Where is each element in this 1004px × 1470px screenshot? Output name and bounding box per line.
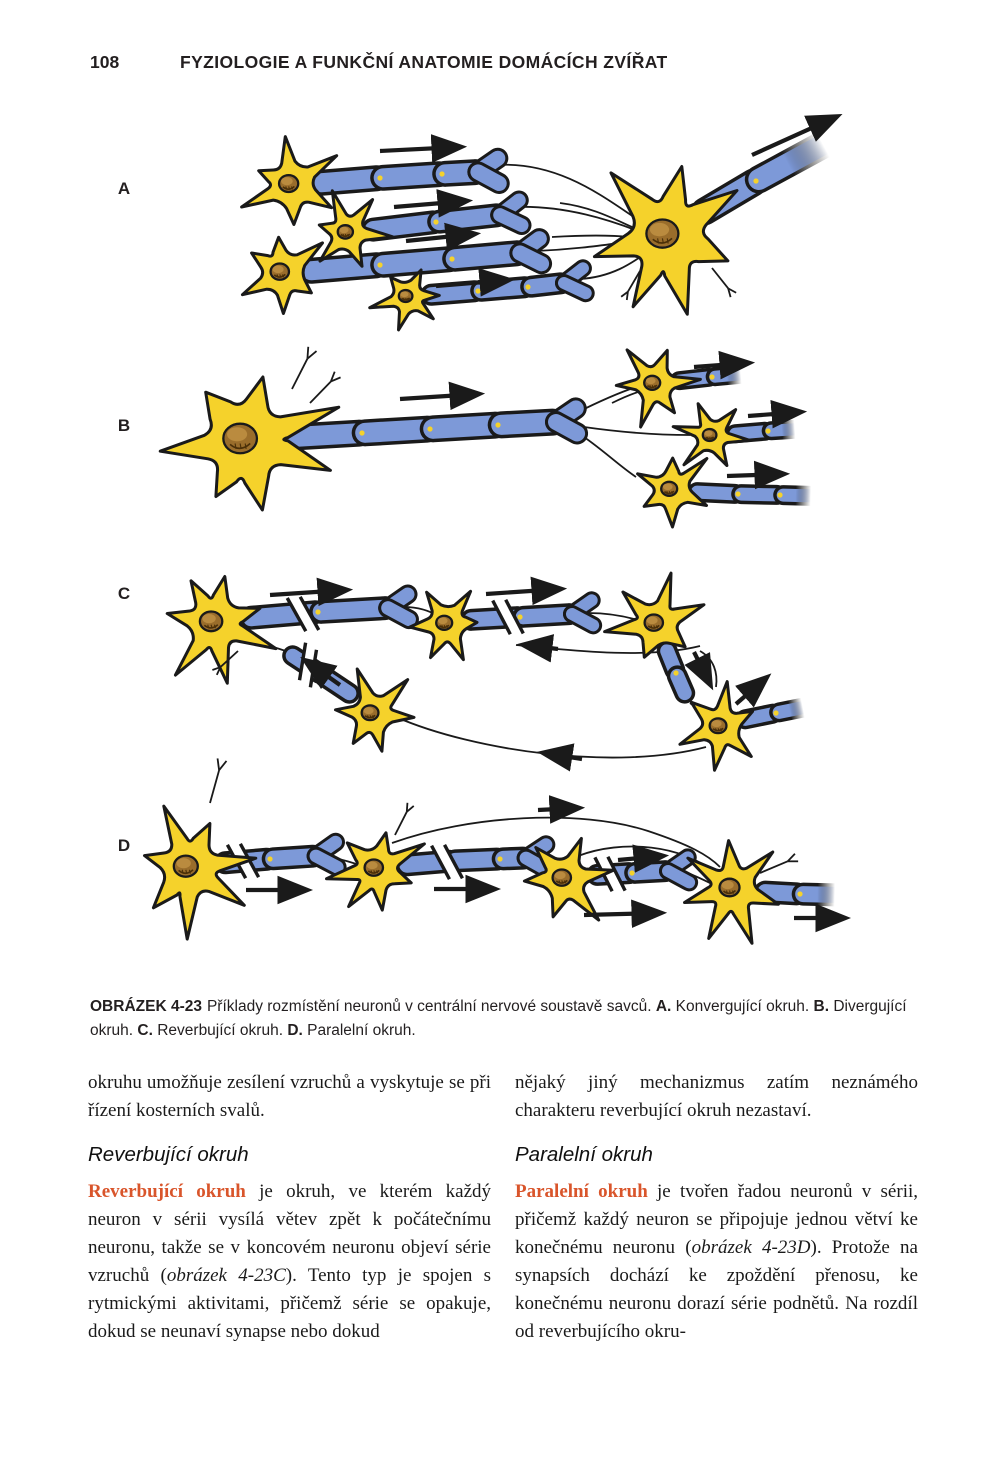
right-body-post: ). Protože na synapsích dochází ke zpoždění přenosu, ke konečnému neuronu dorazí série podnětů. Na rozdíl od reverbujícího okru- <box>515 1237 918 1343</box>
panel-label-b: B <box>117 416 131 435</box>
figure-4-23 <box>0 103 1004 983</box>
right-body-italic: obrázek 4-23D <box>691 1237 811 1259</box>
caption-label: OBRÁZEK 4-23 <box>90 998 202 1015</box>
left-section-heading: Reverbující okruh <box>88 1143 249 1167</box>
right-lead-term: Paralelní okruh <box>515 1181 648 1203</box>
right-section-heading: Paralelní okruh <box>515 1143 653 1167</box>
left-body-post: ). Tento typ je spojen s rytmickými aktivitami, přičemž série se opakuje, dokud se neunaví synapse nebo dokud <box>88 1265 492 1343</box>
left-intro-paragraph: okruhu umožňuje zesílení vzruchů a vyskytuje se při řízení kosterních svalů. <box>88 1072 491 1122</box>
right-body-paragraph <box>515 1178 918 1346</box>
caption-text: Příklady rozmístění neuronů v centrální nervové soustavě savců. <box>206 998 652 1015</box>
panel-label-a: A <box>117 179 131 198</box>
panel-label-c: C <box>117 584 131 603</box>
right-intro-paragraph: nějaký jiný mechanizmus zatím neznámého charakteru reverbující okruh nezastaví. <box>515 1072 918 1122</box>
column-left <box>88 1069 491 1346</box>
caption-item-b-label: B. <box>813 998 830 1015</box>
page-title: FYZIOLOGIE A FUNKČNÍ ANATOMIE DOMÁCÍCH ZVÍŘAT <box>180 52 668 72</box>
caption-item-c-label: C. <box>137 1022 153 1040</box>
left-body-italic: obrázek 4-23C <box>166 1265 286 1287</box>
body-columns <box>88 1069 918 1346</box>
right-body-pre: je tvořen řadou neuronů v sérii, přičemž každý neuron se připojuje jednou větví ke konečnému neuronu ( <box>515 1181 918 1259</box>
caption-item-d-text: Paralelní okruh. <box>307 1022 416 1040</box>
caption-item-d-label: D. <box>287 1022 303 1040</box>
caption-item-c-text: Reverbující okruh. <box>157 1022 283 1040</box>
page-number: 108 <box>90 52 120 72</box>
left-body-pre: je okruh, ve kterém každý neuron v sérii vysílá větev zpět k počátečnímu neuronu, takže se v koncovém neuronu objeví série vzruchů ( <box>88 1181 492 1287</box>
left-body-paragraph <box>88 1178 491 1346</box>
figure-caption <box>90 995 918 1043</box>
column-right <box>515 1069 918 1346</box>
left-lead-term: Reverbující okruh <box>88 1181 246 1203</box>
panel-label-d: D <box>117 836 131 855</box>
page-header <box>90 52 1004 73</box>
book-page <box>0 52 1004 1470</box>
caption-item-a-text: Konvergující okruh. <box>675 998 810 1015</box>
caption-item-a-label: A. <box>655 998 672 1015</box>
caption-item-b-text: Divergující okruh. <box>90 998 907 1040</box>
